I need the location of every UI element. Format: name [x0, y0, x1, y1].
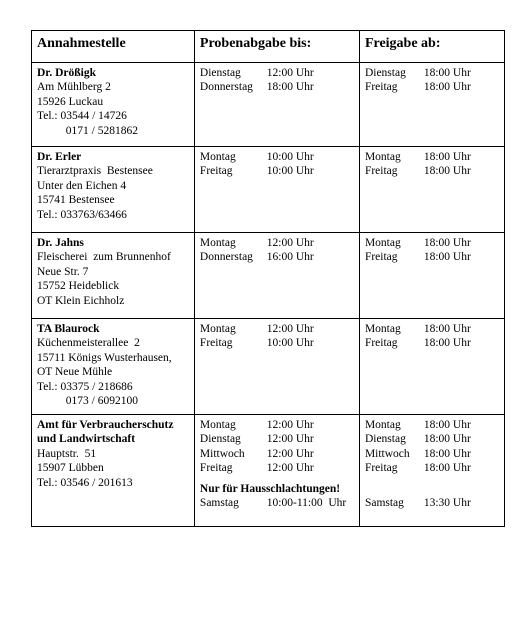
- location-name: Amt für Verbraucherschutz: [37, 419, 174, 431]
- schedule-entry: Freitag 18:00 Uhr: [364, 462, 471, 475]
- location-cell: [32, 319, 195, 415]
- schedule-entry: Dienstag 12:00 Uhr: [199, 433, 314, 446]
- freigabe-cell: [359, 147, 504, 233]
- schedule-entry: Montag 18:00 Uhr: [364, 237, 471, 249]
- location-name: Dr. Jahns: [37, 237, 84, 249]
- probe-cell: [194, 415, 359, 527]
- schedule-entry: Dienstag 18:00 Uhr: [364, 433, 471, 446]
- address-line: 15741 Bestensee: [37, 194, 115, 207]
- table-row: [32, 319, 505, 415]
- schedule-entry: Freitag 12:00 Uhr: [199, 462, 314, 475]
- table-row: [32, 147, 505, 233]
- address-line: 0171 / 5281862: [37, 124, 138, 137]
- schedule-entry: Samstag 13:30 Uhr: [364, 497, 471, 510]
- address-line: Küchenmeisterallee 2: [37, 337, 140, 350]
- schedule-entry: Montag 12:00 Uhr: [199, 323, 314, 335]
- address-line: 15907 Lübben: [37, 462, 104, 475]
- schedule-entry: Montag 10:00 Uhr: [199, 151, 314, 163]
- schedule-entry: Samstag 10:00-11:00 Uhr: [199, 497, 347, 510]
- address-line: 15752 Heideblick: [37, 280, 120, 293]
- schedule-entry: Donnerstag 18:00 Uhr: [199, 81, 314, 94]
- schedule-entry: Freitag 18:00 Uhr: [364, 81, 471, 94]
- header-row: [32, 31, 505, 63]
- probe-cell: [194, 147, 359, 233]
- address-line: OT Klein Eichholz: [37, 294, 125, 307]
- schedule-table: [31, 30, 505, 527]
- freigabe-cell: [359, 415, 504, 527]
- probe-cell: [194, 63, 359, 147]
- schedule-entry: Freitag 10:00 Uhr: [199, 165, 314, 178]
- schedule-entry: Mittwoch 18:00 Uhr: [364, 447, 471, 460]
- schedule-entry: Montag 18:00 Uhr: [364, 151, 471, 163]
- schedule-entry: Freitag 10:00 Uhr: [199, 337, 314, 350]
- address-line: 0173 / 6092100: [37, 395, 138, 408]
- schedule-entry: Montag 12:00 Uhr: [199, 237, 314, 249]
- probe-cell: [194, 319, 359, 415]
- schedule-entry: Freitag 18:00 Uhr: [364, 337, 471, 350]
- address-line: 15711 Königs Wusterhausen,: [37, 351, 172, 364]
- schedule-entry: Donnerstag 16:00 Uhr: [199, 251, 314, 264]
- schedule-entry: Montag 18:00 Uhr: [364, 419, 471, 431]
- location-name: Dr. Drößigk: [37, 67, 96, 79]
- freigabe-cell: [359, 319, 504, 415]
- table-row: [32, 415, 505, 527]
- address-line: Neue Str. 7: [37, 265, 89, 278]
- table-row: [32, 233, 505, 319]
- freigabe-cell: [359, 233, 504, 319]
- schedule-entry: Montag 12:00 Uhr: [199, 419, 314, 431]
- header-freigabe: Freigabe ab:: [359, 31, 504, 63]
- freigabe-cell: [359, 63, 504, 147]
- probe-cell: [194, 233, 359, 319]
- address-line: Unter den Eichen 4: [37, 179, 127, 192]
- location-cell: [32, 415, 195, 527]
- schedule-entry: Dienstag 12:00 Uhr: [199, 67, 314, 79]
- address-line: 15926 Luckau: [37, 95, 104, 108]
- header-annahmestelle: Annahmestelle: [32, 31, 195, 63]
- address-line: Fleischerei zum Brunnenhof: [37, 251, 171, 264]
- schedule-entry: Freitag 18:00 Uhr: [364, 165, 471, 178]
- schedule-entry: Mittwoch 12:00 Uhr: [199, 447, 314, 460]
- location-name: und Landwirtschaft: [37, 433, 136, 446]
- table-row: [32, 63, 505, 147]
- address-line: Tel.: 033763/63466: [37, 208, 127, 221]
- location-cell: [32, 147, 195, 233]
- location-cell: [32, 233, 195, 319]
- address-line: Tel.: 03546 / 201613: [37, 476, 133, 489]
- address-line: Hauptstr. 51: [37, 447, 97, 460]
- schedule-entry: Freitag 18:00 Uhr: [364, 251, 471, 264]
- location-name: Dr. Erler: [37, 151, 82, 163]
- location-cell: [32, 63, 195, 147]
- address-line: OT Neue Mühle: [37, 366, 113, 379]
- header-probenabgabe: Probenabgabe bis:: [194, 31, 359, 63]
- address-line: Am Mühlberg 2: [37, 81, 111, 94]
- address-line: Tel.: 03544 / 14726: [37, 110, 127, 123]
- location-name: TA Blaurock: [37, 323, 100, 335]
- schedule-entry: Dienstag 18:00 Uhr: [364, 67, 471, 79]
- schedule-entry: Montag 18:00 Uhr: [364, 323, 471, 335]
- hausschlachtung-note: Nur für Hausschlachtungen!: [199, 482, 341, 495]
- address-line: Tierarztpraxis Bestensee: [37, 165, 153, 178]
- address-line: Tel.: 03375 / 218686: [37, 380, 133, 393]
